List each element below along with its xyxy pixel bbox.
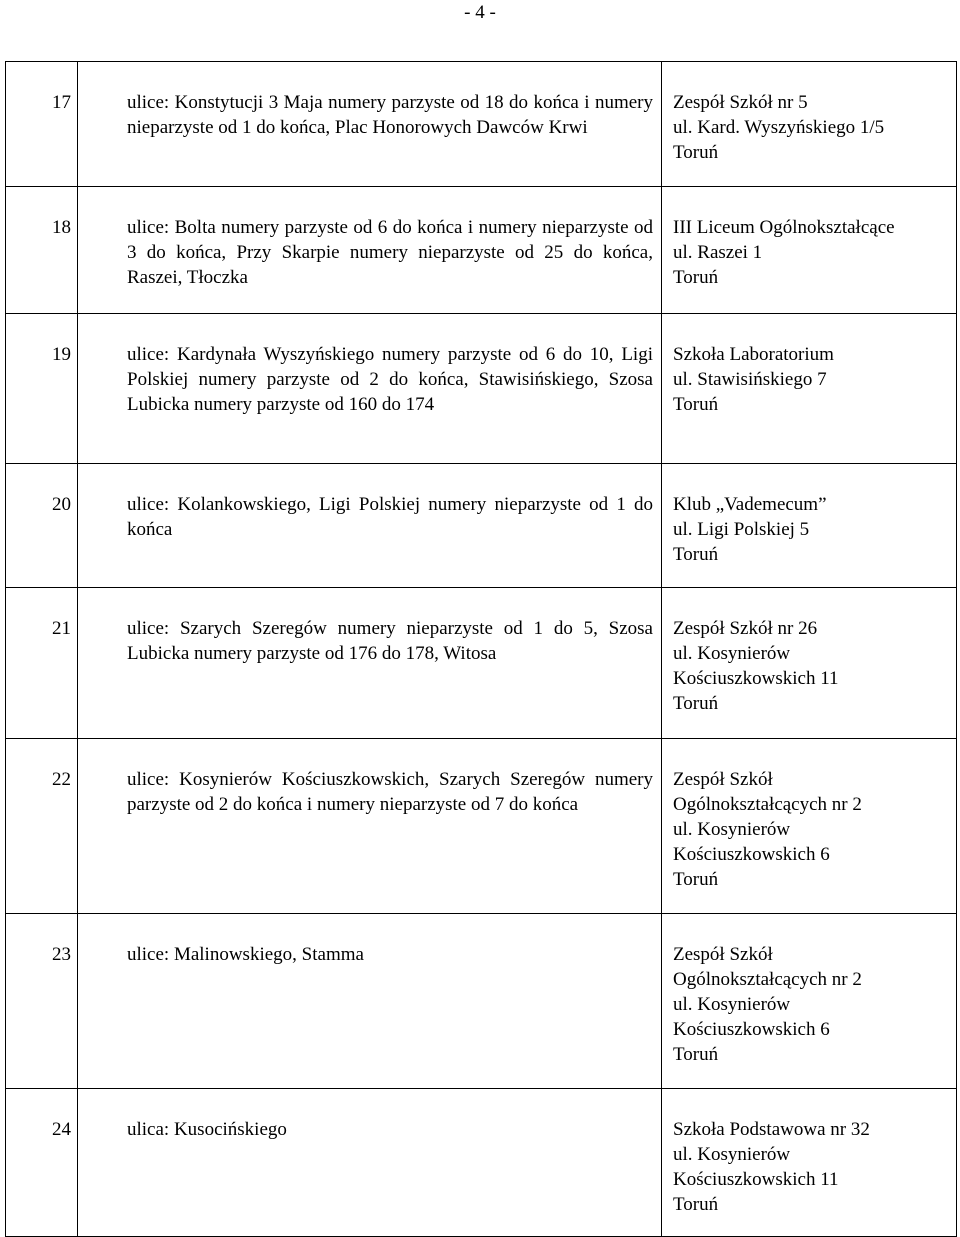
location-line: ul. Kosynierów xyxy=(673,1144,791,1165)
table-row xyxy=(6,187,957,314)
district-streets: ulice: Konstytucji 3 Maja numery parzyste od 18 do końca i numery nieparzyste od 1 do końca, Plac Honorowych Dawców Krwi xyxy=(78,62,662,187)
location-line: Toruń xyxy=(673,142,719,163)
district-number: 22 xyxy=(6,739,78,914)
polling-location xyxy=(662,187,957,314)
district-streets: ulice: Malinowskiego, Stamma xyxy=(78,914,662,1089)
location-line: Toruń xyxy=(673,869,719,890)
location-line: Zespół Szkół xyxy=(673,944,773,965)
district-number: 24 xyxy=(6,1089,78,1237)
district-streets: ulice: Szarych Szeregów numery nieparzyste od 1 do 5, Szosa Lubicka numery parzyste od 176 do 178, Witosa xyxy=(78,588,662,739)
table-row xyxy=(6,62,957,187)
location-line: ul. Kosynierów xyxy=(673,819,791,840)
location-line: Ogólnokształcących nr 2 xyxy=(673,794,862,815)
location-line: Toruń xyxy=(673,693,719,714)
district-streets: ulice: Bolta numery parzyste od 6 do końca i numery nieparzyste od 3 do końca, Przy Skarpie numery nieparzyste od 25 do końca, Raszei, Tłoczka xyxy=(78,187,662,314)
location-line: Toruń xyxy=(673,544,719,565)
location-line: ul. Ligi Polskiej 5 xyxy=(673,519,810,540)
location-line: ul. Kosynierów xyxy=(673,643,791,664)
location-line: Toruń xyxy=(673,267,719,288)
location-line: ul. Raszei 1 xyxy=(673,242,763,263)
location-line: Szkoła Podstawowa nr 32 xyxy=(673,1119,870,1140)
district-streets: ulica: Kusocińskiego xyxy=(78,1089,662,1237)
district-streets: ulice: Kosynierów Kościuszkowskich, Szarych Szeregów numery parzyste od 2 do końca i numery nieparzyste od 7 do końca xyxy=(78,739,662,914)
district-streets: ulice: Kardynała Wyszyńskiego numery parzyste od 6 do 10, Ligi Polskiej numery parzyste od 2 do końca, Stawisińskiego, Szosa Lubicka numery parzyste od 160 do 174 xyxy=(78,314,662,464)
location-line: III Liceum Ogólnokształcące xyxy=(673,217,895,238)
district-number: 21 xyxy=(6,588,78,739)
location-line: Ogólnokształcących nr 2 xyxy=(673,969,862,990)
polling-location xyxy=(662,62,957,187)
location-line: Zespół Szkół xyxy=(673,769,773,790)
district-number: 20 xyxy=(6,464,78,588)
table-row xyxy=(6,588,957,739)
location-line: Kościuszkowskich 11 xyxy=(673,1169,839,1190)
district-streets: ulice: Kolankowskiego, Ligi Polskiej numery nieparzyste od 1 do końca xyxy=(78,464,662,588)
location-line: ul. Stawisińskiego 7 xyxy=(673,369,827,390)
district-table xyxy=(5,61,957,1237)
district-number: 19 xyxy=(6,314,78,464)
location-line: ul. Kosynierów xyxy=(673,994,791,1015)
table-row xyxy=(6,314,957,464)
location-line: Kościuszkowskich 6 xyxy=(673,1019,830,1040)
location-line: Toruń xyxy=(673,394,719,415)
table-row xyxy=(6,739,957,914)
location-line: Kościuszkowskich 6 xyxy=(673,844,830,865)
location-line: Klub „Vademecum” xyxy=(673,494,827,515)
location-line: Szkoła Laboratorium xyxy=(673,344,834,365)
polling-location xyxy=(662,464,957,588)
table-row xyxy=(6,464,957,588)
polling-location xyxy=(662,1089,957,1237)
district-number: 17 xyxy=(6,62,78,187)
polling-location xyxy=(662,588,957,739)
page-number: - 4 - xyxy=(464,2,496,23)
polling-location xyxy=(662,739,957,914)
district-number: 18 xyxy=(6,187,78,314)
district-number: 23 xyxy=(6,914,78,1089)
location-line: ul. Kard. Wyszyńskiego 1/5 xyxy=(673,117,885,138)
polling-location xyxy=(662,914,957,1089)
table-row xyxy=(6,914,957,1089)
location-line: Zespół Szkół nr 5 xyxy=(673,92,808,113)
polling-location xyxy=(662,314,957,464)
location-line: Toruń xyxy=(673,1044,719,1065)
location-line: Zespół Szkół nr 26 xyxy=(673,618,818,639)
location-line: Kościuszkowskich 11 xyxy=(673,668,839,689)
table-row xyxy=(6,1089,957,1237)
location-line: Toruń xyxy=(673,1194,719,1215)
